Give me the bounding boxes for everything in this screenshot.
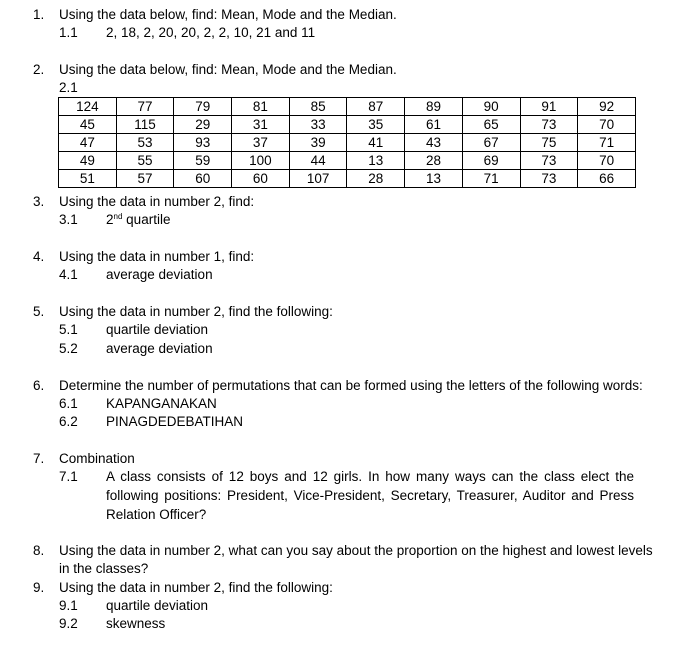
- table-cell: 59: [174, 152, 232, 170]
- question-text: Using the data in number 1, find:: [59, 249, 255, 264]
- table-cell: 90: [462, 98, 520, 116]
- table-cell: 77: [116, 98, 174, 116]
- question-number: 3.: [33, 194, 45, 209]
- question-text: Combination: [59, 451, 135, 466]
- question-number: 4.: [33, 249, 45, 264]
- table-row: [59, 134, 636, 152]
- subquestion-number: 3.1: [59, 212, 78, 227]
- subquestion-number: 5.2: [59, 341, 78, 356]
- table-cell: 31: [232, 116, 290, 134]
- table-cell: 107: [289, 170, 347, 188]
- question-text: Using the data below, find: Mean, Mode and the Median.: [59, 7, 397, 22]
- table-cell: 81: [232, 98, 290, 116]
- table-cell: 124: [59, 98, 117, 116]
- subquestion-number: 1.1: [59, 25, 78, 40]
- table-row: [59, 116, 636, 134]
- question-text: Using the data in number 2, find the following:: [59, 580, 333, 595]
- subquestion-number: 2.1: [59, 80, 78, 95]
- table-cell: 53: [116, 134, 174, 152]
- table-cell: 66: [578, 170, 636, 188]
- table-cell: 71: [578, 134, 636, 152]
- subquestion-number: 6.1: [59, 396, 78, 411]
- table-cell: 55: [116, 152, 174, 170]
- table-cell: 33: [289, 116, 347, 134]
- subquestion-text: quartile deviation: [106, 598, 209, 613]
- table-cell: 39: [289, 134, 347, 152]
- table-cell: 100: [232, 152, 290, 170]
- question-text-line-1: Using the data in number 2, what can you say about the proportion on the highest and lowest levels: [59, 543, 653, 558]
- table-cell: 41: [347, 134, 405, 152]
- table-cell: 35: [347, 116, 405, 134]
- table-cell: 28: [405, 152, 463, 170]
- table-cell: 60: [174, 170, 232, 188]
- table-row: [59, 152, 636, 170]
- table-cell: 87: [347, 98, 405, 116]
- table-cell: 44: [289, 152, 347, 170]
- subquestion-number: 6.2: [59, 414, 78, 429]
- table-cell: 43: [405, 134, 463, 152]
- table-cell: 51: [59, 170, 117, 188]
- table-cell: 73: [520, 170, 578, 188]
- subquestion-number: 5.1: [59, 322, 78, 337]
- table-cell: 92: [578, 98, 636, 116]
- table-cell: 75: [520, 134, 578, 152]
- subquestion-text: quartile deviation: [106, 322, 209, 337]
- table-cell: 73: [520, 116, 578, 134]
- question-number: 1.: [33, 7, 45, 22]
- table-cell: 65: [462, 116, 520, 134]
- question-number: 6.: [33, 378, 45, 393]
- subquestion-number: 4.1: [59, 267, 78, 282]
- table-cell: 67: [462, 134, 520, 152]
- question-text: Using the data below, find: Mean, Mode and the Median.: [59, 62, 397, 77]
- table-cell: 70: [578, 152, 636, 170]
- subquestion-number: 9.1: [59, 598, 78, 613]
- table-cell: 28: [347, 170, 405, 188]
- table-cell: 47: [59, 134, 117, 152]
- table-cell: 29: [174, 116, 232, 134]
- subquestion-number: 9.2: [59, 616, 78, 631]
- subquestion-text: 2, 18, 2, 20, 20, 2, 2, 10, 21 and 11: [106, 25, 316, 40]
- subquestion-text: skewness: [106, 616, 166, 631]
- question-number: 9.: [33, 580, 45, 595]
- table-cell: 70: [578, 116, 636, 134]
- subquestion-text: KAPANGANAKAN: [106, 396, 217, 411]
- table-cell: 69: [462, 152, 520, 170]
- table-cell: 13: [405, 170, 463, 188]
- table-cell: 89: [405, 98, 463, 116]
- table-row: [59, 98, 636, 116]
- subquestion-paragraph: A class consists of 12 boys and 12 girls. In how many ways can the class elect the following positions: President, Vice-President, Secretary, Treasurer, Auditor and Press Relation Officer?: [106, 469, 634, 522]
- question-number: 2.: [33, 62, 45, 77]
- table-cell: 91: [520, 98, 578, 116]
- table-cell: 115: [116, 116, 174, 134]
- table-cell: 13: [347, 152, 405, 170]
- subquestion-text: PINAGDEDEBATIHAN: [106, 414, 244, 429]
- question-text: Determine the number of permutations that can be formed using the letters of the following words:: [59, 378, 643, 393]
- question-number: 7.: [33, 451, 45, 466]
- question-number: 5.: [33, 304, 45, 319]
- question-number: 8.: [33, 543, 45, 558]
- question-text: Using the data in number 2, find the following:: [59, 304, 333, 319]
- subquestion-number: 7.1: [59, 469, 78, 484]
- table-cell: 71: [462, 170, 520, 188]
- table-cell: 73: [520, 152, 578, 170]
- table-cell: 37: [232, 134, 290, 152]
- table-cell: 85: [289, 98, 347, 116]
- table-cell: 93: [174, 134, 232, 152]
- question-text: Using the data in number 2, find:: [59, 194, 255, 209]
- table-cell: 79: [174, 98, 232, 116]
- subquestion-text: average deviation: [106, 267, 213, 282]
- table-cell: 57: [116, 170, 174, 188]
- table-cell: 61: [405, 116, 463, 134]
- table-row: [59, 170, 636, 188]
- subquestion-text: average deviation: [106, 341, 213, 356]
- table-cell: 49: [59, 152, 117, 170]
- data-table: [58, 97, 636, 188]
- table-cell: 45: [59, 116, 117, 134]
- question-text-line-2: in the classes?: [59, 561, 149, 576]
- table-cell: 60: [232, 170, 290, 188]
- subquestion-text: 2nd quartile: [106, 212, 171, 227]
